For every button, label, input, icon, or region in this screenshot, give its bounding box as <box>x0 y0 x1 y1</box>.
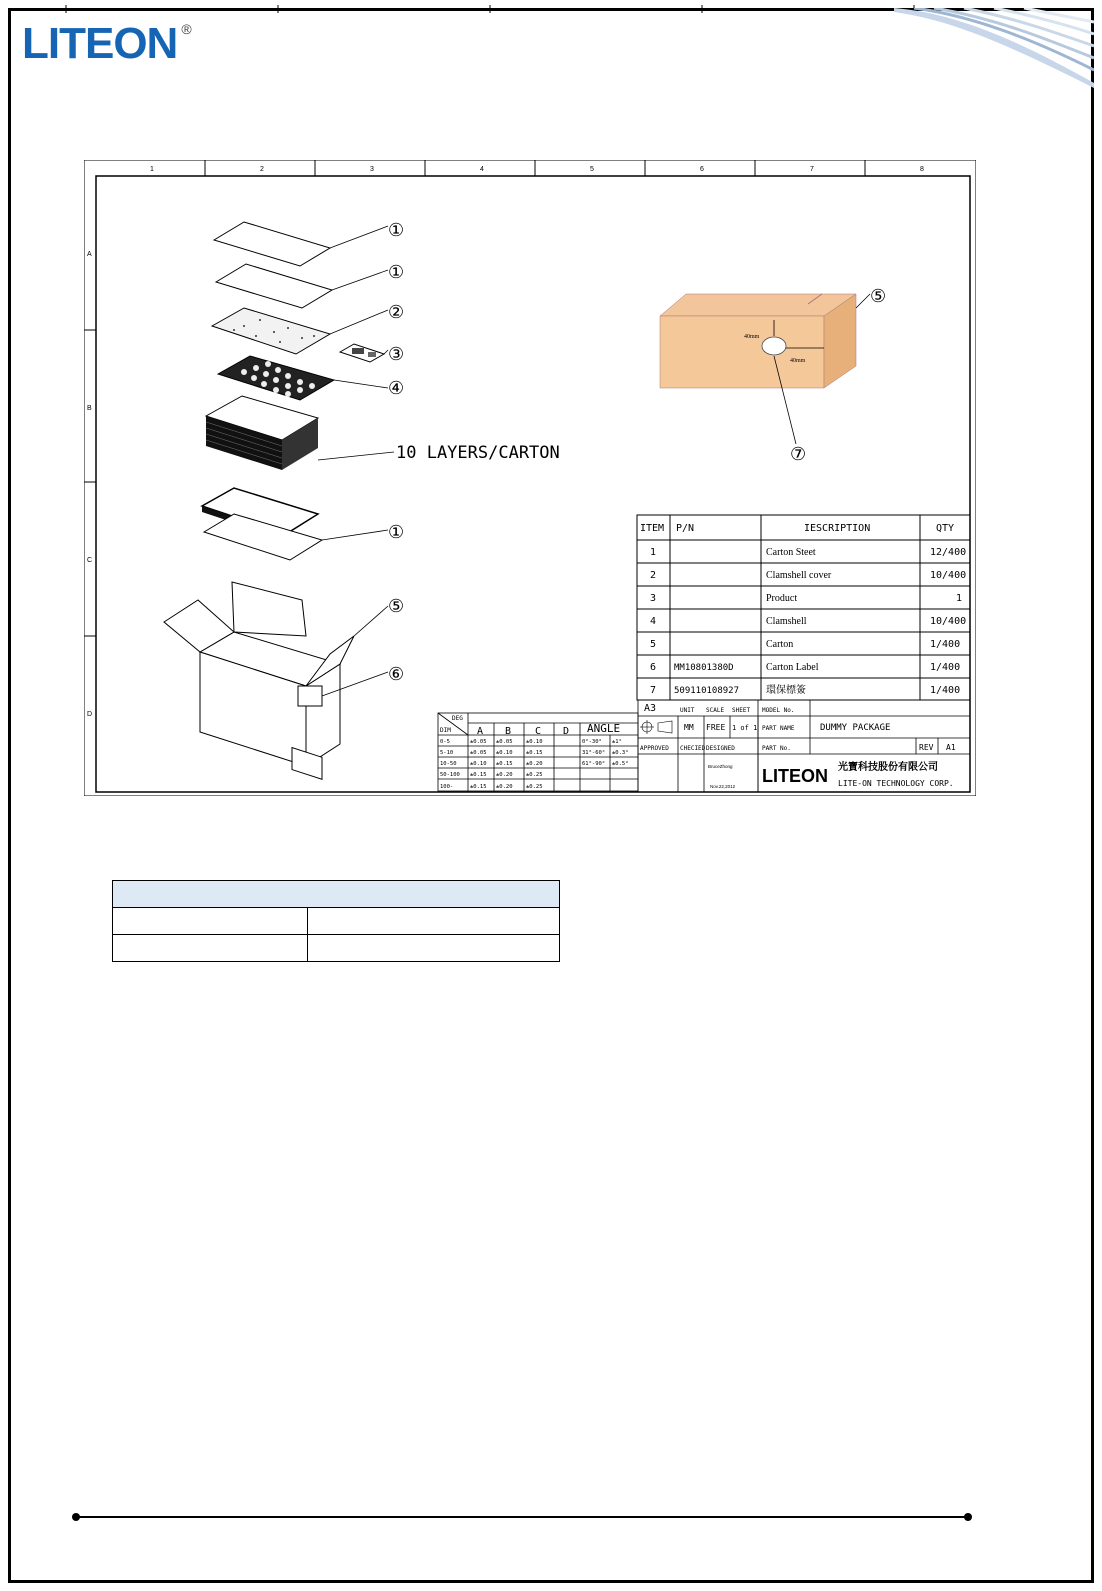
registered-mark: ® <box>181 21 191 37</box>
tolerance-dim: 5-10 <box>440 750 454 756</box>
scale-label: SCALE <box>706 707 725 714</box>
info-table-cell <box>113 935 308 962</box>
callout-3: ③ <box>388 344 405 364</box>
rev-label: REV <box>919 743 934 752</box>
bom-description: Carton <box>766 639 794 650</box>
tolerance-c: ±0.25 <box>526 784 543 790</box>
bom-description: Carton Steet <box>766 547 816 558</box>
grid-row-label: D <box>87 711 93 718</box>
bom-header-qty: QTY <box>936 523 955 534</box>
tolerance-a: ±0.15 <box>470 784 487 790</box>
tolerance-col-a: A <box>477 726 484 737</box>
bom-qty: 1/400 <box>930 639 961 650</box>
grid-col-label: 8 <box>920 166 924 173</box>
logo-text: LITEON <box>22 19 178 68</box>
rev-value: A1 <box>946 743 956 752</box>
bom-description: Product <box>766 593 798 604</box>
company-name-english: LITE-ON TECHNOLOGY CORP. <box>838 779 954 788</box>
bom-description: Carton Label <box>766 662 819 673</box>
grid-col-label: 5 <box>590 166 594 173</box>
company-name-chinese: 光寶科技股份有限公司 <box>838 762 938 773</box>
table-row <box>113 935 560 962</box>
grid-row-label: B <box>87 405 92 412</box>
footer-rule-right-dot <box>964 1513 972 1521</box>
bom-item: 7 <box>650 685 657 696</box>
designed-label: DESIGNED <box>706 745 735 752</box>
footer-rule-left-dot <box>72 1513 80 1521</box>
info-table-cell <box>113 908 308 935</box>
angle-tolerance: ±1° <box>612 739 622 745</box>
sheet-value: 1 of 1 <box>732 724 758 732</box>
unit-label: UNIT <box>680 707 695 714</box>
bom-qty: 10/400 <box>930 616 967 627</box>
tolerance-c: ±0.15 <box>526 750 543 756</box>
bom-part-number: MM10801380D <box>674 663 734 673</box>
angle-range: 0°-30° <box>582 739 602 745</box>
checked-label: CHECIED <box>680 745 706 752</box>
angle-tolerance: ±0.3° <box>612 750 629 756</box>
bom-item: 1 <box>650 547 657 558</box>
dim-horizontal: 40mm <box>790 358 806 364</box>
grid-col-label: 3 <box>370 166 374 173</box>
bom-header-pn: P/N <box>676 523 695 534</box>
tolerance-b: ±0.20 <box>496 772 513 778</box>
scale-value: FREE <box>706 723 726 732</box>
tolerance-col-b: B <box>505 726 512 737</box>
tolerance-dim: 50-100 <box>440 772 460 778</box>
sheet-size: A3 <box>644 703 657 714</box>
info-table <box>112 880 560 962</box>
info-table-header-row <box>113 881 560 908</box>
bom-qty: 1/400 <box>930 662 961 673</box>
footer-rule <box>75 1516 969 1518</box>
tolerance-col-d: D <box>563 726 570 737</box>
bom-qty: 10/400 <box>930 570 967 581</box>
eco-label-area <box>762 337 786 355</box>
bom-description: Clamshell <box>766 616 807 627</box>
design-date: Nov.22,2012 <box>710 784 736 789</box>
tolerance-b: ±0.10 <box>496 750 513 756</box>
header-swoosh-graphic <box>894 8 1094 88</box>
tolerance-corner-dim: DIM <box>440 727 451 734</box>
angle-range: 31°-60° <box>582 750 606 756</box>
bom-item: 4 <box>650 616 657 627</box>
callout-7: ⑦ <box>790 444 807 464</box>
bom-qty: 1/400 <box>930 685 961 696</box>
bom-header-item: ITEM <box>640 523 665 534</box>
liteon-logo <box>22 19 191 68</box>
bom-description: 環保標簽 <box>766 685 806 696</box>
tolerance-a: ±0.05 <box>470 750 487 756</box>
tolerance-c: ±0.10 <box>526 739 543 745</box>
tolerance-corner-deg: DEG <box>452 715 463 722</box>
tolerance-dim: 100- <box>440 784 454 790</box>
tolerance-b: ±0.15 <box>496 761 513 767</box>
part-name-value: DUMMY PACKAGE <box>820 723 891 733</box>
tolerance-b: ±0.20 <box>496 784 513 790</box>
callout-4: ④ <box>388 378 405 398</box>
callout-5: ⑤ <box>870 286 887 306</box>
bom-qty: 1 <box>956 593 963 604</box>
grid-row-label: A <box>87 251 92 258</box>
tolerance-a: ±0.10 <box>470 761 487 767</box>
grid-col-label: 2 <box>260 166 264 173</box>
grid-row-label: C <box>87 557 93 564</box>
callout-6: ⑥ <box>388 664 405 684</box>
bom-qty: 12/400 <box>930 547 967 558</box>
info-table-cell <box>308 935 560 962</box>
top-edge-ticks <box>8 0 1094 8</box>
designer-name: BruceZhong <box>708 764 733 769</box>
approved-label: APPROVED <box>640 745 669 752</box>
grid-col-label: 6 <box>700 166 704 173</box>
tolerance-b: ±0.05 <box>496 739 513 745</box>
grid-col-label: 4 <box>480 166 484 173</box>
unit-value: MM <box>684 723 694 732</box>
callout-1: ① <box>388 262 405 282</box>
bom-part-number: 509110108927 <box>674 686 740 696</box>
bom-description: Clamshell cover <box>766 570 832 581</box>
part-name-label: PART NAME <box>762 725 795 732</box>
packaging-drawing <box>84 160 976 796</box>
callout-5: ⑤ <box>388 596 405 616</box>
angle-range: 61°-90° <box>582 761 606 767</box>
grid-col-label: 7 <box>810 166 814 173</box>
tolerance-a: ±0.15 <box>470 772 487 778</box>
table-row <box>113 908 560 935</box>
grid-col-label: 1 <box>150 166 154 173</box>
tolerance-col-c: C <box>535 726 542 737</box>
callout-1: ① <box>388 522 405 542</box>
tolerance-angle-label: ANGLE <box>587 722 621 735</box>
angle-tolerance: ±0.5° <box>612 761 629 767</box>
info-table-cell <box>308 908 560 935</box>
bom-item: 6 <box>650 662 657 673</box>
bom-item: 3 <box>650 593 657 604</box>
part-no-label: PART No. <box>762 745 791 752</box>
callout-1: ① <box>388 220 405 240</box>
layers-note: 10 LAYERS/CARTON <box>396 443 560 463</box>
bom-item: 2 <box>650 570 657 581</box>
model-no-label: MODEL No. <box>762 707 795 714</box>
bom-header-description: IESCRIPTION <box>804 523 871 534</box>
info-table-header <box>113 881 560 908</box>
tolerance-a: ±0.05 <box>470 739 487 745</box>
tolerance-dim: 0-5 <box>440 739 450 745</box>
sheet-label: SHEET <box>732 707 751 714</box>
carton-label-window <box>298 686 322 706</box>
title-block-liteon-logo: LITEON <box>762 766 828 786</box>
callout-2: ② <box>388 302 405 322</box>
bom-item: 5 <box>650 639 657 650</box>
tolerance-c: ±0.20 <box>526 761 543 767</box>
tolerance-c: ±0.25 <box>526 772 543 778</box>
dim-vertical: 40mm <box>744 334 760 340</box>
tolerance-dim: 10-50 <box>440 761 457 767</box>
